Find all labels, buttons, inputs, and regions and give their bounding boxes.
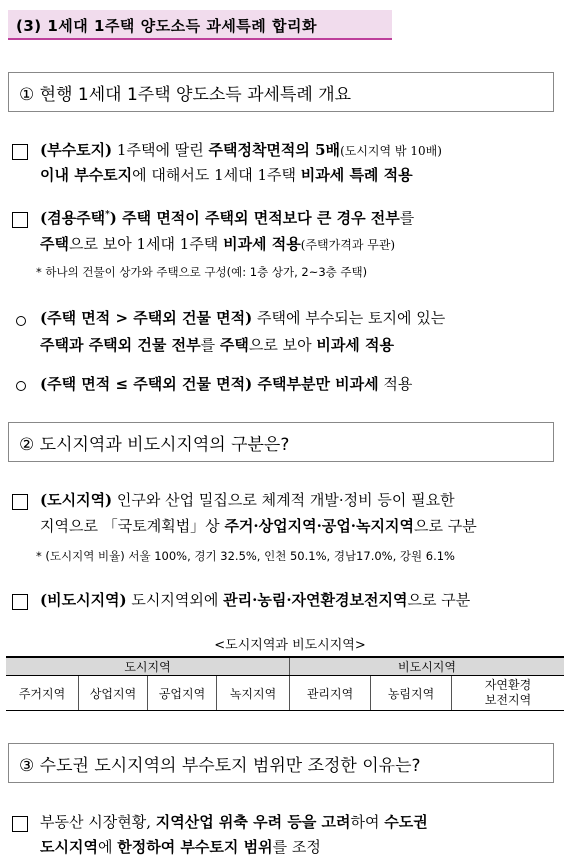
item-text: 를	[399, 209, 415, 227]
table-cell: 공업지역	[148, 676, 217, 711]
checkbox-marker-icon	[12, 144, 28, 160]
section-2-heading-box	[8, 422, 554, 462]
item-aside: (도시지역 밖 10배)	[340, 144, 442, 158]
table-cell: 주거지역	[6, 676, 79, 711]
item-bususoji-line-1	[40, 139, 442, 160]
table-cell: 관리지역	[290, 676, 371, 711]
circle-bullet-icon	[16, 316, 26, 326]
section-3-heading-box	[8, 743, 554, 783]
item-bususoji-line-2	[40, 164, 413, 185]
item-text: 부동산 시장현황,	[40, 813, 156, 831]
item-reason-line-2	[40, 836, 321, 857]
item-text: 에 대해서도 1세대 1주택	[132, 166, 301, 184]
item-emphasis: 비과세 적용	[223, 235, 301, 253]
item-emphasis: 지역산업 위축 우려 등을 고려	[155, 813, 351, 831]
item-emphasis: 주택	[219, 336, 249, 354]
table-cell-line: 자연환경	[484, 678, 532, 692]
item-emphasis: 이내 부수토지	[40, 166, 133, 184]
table-cell: 농림지역	[371, 676, 452, 711]
table-row	[6, 676, 564, 711]
item-emphasis: 수도권	[384, 813, 428, 831]
item-text: 하여	[350, 813, 385, 831]
item-label: (주택 면적 > 주택외 건물 면적)	[40, 309, 253, 327]
section-1-heading: ① 현행 1세대 1주택 양도소득 과세특례 개요	[19, 85, 352, 105]
item-emphasis: 관리·농림·자연환경보전지역	[223, 591, 408, 609]
item-house-smaller-line-1	[40, 373, 412, 394]
item-text: 1주택에 딸린	[112, 141, 209, 159]
item-text: 인구와 산업 밀집으로 체계적 개발·정비 등이 필요한	[112, 491, 455, 509]
item-text: 를 조정	[272, 838, 321, 856]
table-group-header: 도시지역	[6, 657, 290, 676]
checkbox-marker-icon	[12, 494, 28, 510]
item-text: 주택에 부수되는 토지에 있는	[252, 309, 446, 327]
item-emphasis: 비과세 특례 적용	[300, 166, 413, 184]
item-text: 으로 보아	[248, 336, 317, 354]
document-title-bar	[8, 10, 392, 40]
item-text: 도시지역외에	[126, 591, 224, 609]
table-caption: <도시지역과 비도시지역>	[214, 638, 366, 653]
item-label: (부수토지)	[40, 141, 113, 159]
item-label: (도시지역)	[40, 491, 113, 509]
circle-bullet-icon	[16, 381, 26, 391]
item-emphasis: 비과세 적용	[316, 336, 395, 354]
item-emphasis: 주택정착면적의 5배	[208, 141, 341, 159]
mixed-use-footnote: * 하나의 건물이 상가와 주택으로 구성(예: 1층 상가, 2~3층 주택)	[36, 265, 368, 279]
item-mixed-use-line-1	[40, 207, 414, 228]
item-text: 적용	[378, 375, 413, 393]
item-text: 으로 구분	[407, 591, 471, 609]
item-aside: (주택가격과 무관)	[300, 238, 396, 252]
item-label: (겸용주택	[40, 209, 106, 227]
item-text: 를	[200, 336, 220, 354]
item-emphasis: 주택	[40, 235, 69, 253]
footnote-marker: *	[105, 210, 110, 220]
table-cell-line: 보전지역	[484, 693, 532, 707]
item-emphasis: 도시지역	[40, 838, 98, 856]
document-title: (3) 1세대 1주택 양도소득 과세특례 합리화	[16, 17, 317, 35]
item-text: 에	[97, 838, 118, 856]
table-cell	[452, 676, 565, 711]
item-label: (비도시지역)	[40, 591, 127, 609]
section-2-heading: ② 도시지역과 비도시지역의 구분은?	[19, 435, 290, 455]
item-text: 으로 구분	[414, 517, 477, 535]
urban-ratio-footnote: * (도시지역 비율) 서울 100%, 경기 32.5%, 인천 50.1%, 경남17.0%, 강원 6.1%	[36, 549, 455, 563]
checkbox-marker-icon	[12, 594, 28, 610]
item-text: 으로 보아 1세대 1주택	[68, 235, 224, 253]
item-urban-line-2	[40, 515, 477, 536]
checkbox-marker-icon	[12, 212, 28, 228]
table-group-header: 비도시지역	[290, 657, 565, 676]
region-classification-table	[6, 656, 564, 711]
item-emphasis: 한정하여 부수토지 범위	[117, 838, 273, 856]
item-reason-line-1	[40, 811, 428, 832]
item-emphasis: 주택과 주택외 건물 전부	[40, 336, 201, 354]
item-emphasis: 주택부분만 비과세	[252, 375, 379, 393]
item-house-larger-line-2	[40, 334, 394, 355]
table-header-row	[6, 657, 564, 676]
section-1-heading-box	[8, 72, 554, 112]
item-label-close: )	[109, 209, 117, 227]
item-mixed-use-line-2	[40, 233, 395, 254]
section-3-heading: ③ 수도권 도시지역의 부수토지 범위만 조정한 이유는?	[19, 756, 421, 776]
checkbox-marker-icon	[12, 816, 28, 832]
item-urban-line-1	[40, 489, 455, 510]
table-cell: 녹지지역	[217, 676, 290, 711]
item-emphasis: 주거·상업지역·공업·녹지지역	[224, 517, 414, 535]
item-emphasis: 주택 면적이 주택외 면적보다 큰 경우 전부	[116, 209, 400, 227]
item-label: (주택 면적 ≤ 주택외 건물 면적)	[40, 375, 253, 393]
item-text: 지역으로 「국토계획법」상	[40, 517, 225, 535]
table-cell: 상업지역	[79, 676, 148, 711]
item-nonurban-line-1	[40, 589, 470, 610]
item-house-larger-line-1	[40, 307, 445, 328]
